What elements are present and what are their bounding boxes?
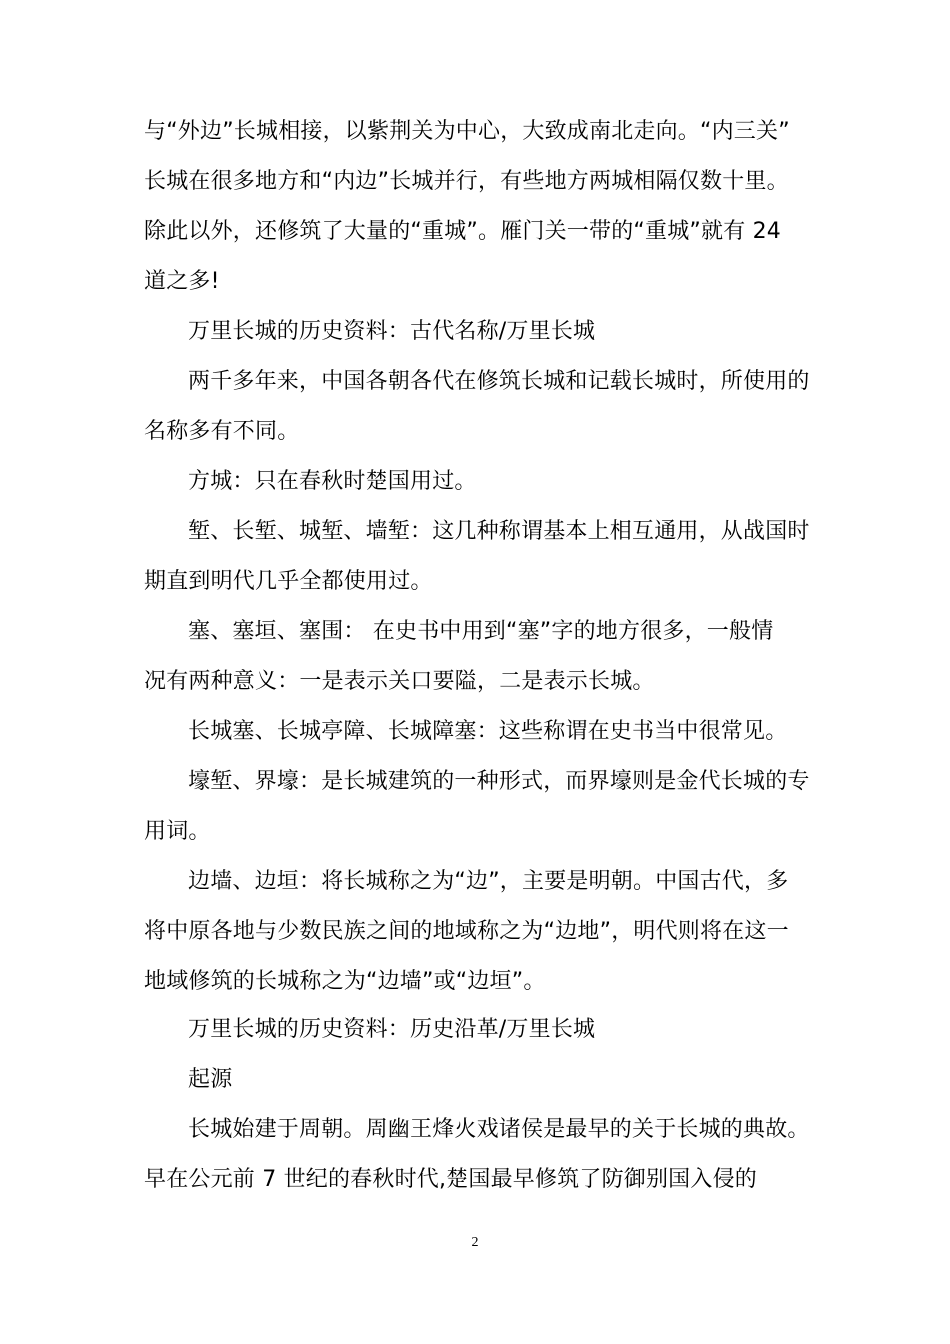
- page-number: 2: [471, 1235, 479, 1250]
- text-line: 除此以外，还修筑了大量的“重城”。雁门关一带的“重城”就有 24: [144, 219, 781, 244]
- text-line: 况有两种意义：一是表示关口要隘，二是表示长城。: [144, 669, 655, 694]
- text-line: 方城：只在春秋时楚国用过。: [188, 469, 477, 494]
- text-line: 壕堑、界壕：是长城建筑的一种形式，而界壕则是金代长城的专: [188, 769, 810, 794]
- text-line: 与“外边”长城相接，以紫荆关为中心，大致成南北走向。“内三关”: [144, 119, 790, 144]
- section-heading: 万里长城的历史资料：古代名称/万里长城: [188, 319, 596, 344]
- text-line: 道之多!: [144, 269, 220, 294]
- text-line: 两千多年来，中国各朝各代在修筑长城和记载长城时，所使用的: [188, 369, 810, 394]
- text-line: 长城在很多地方和“内边”长城并行，有些地方两城相隔仅数十里。: [144, 169, 789, 194]
- text-line: 堑、长堑、城堑、墙堑：这几种称谓基本上相互通用，从战国时: [188, 519, 810, 544]
- text-line: 长城塞、长城亭障、长城障塞：这些称谓在史书当中很常见。: [188, 719, 788, 744]
- text-line: 长城始建于周朝。周幽王烽火戏诸侯是最早的关于长城的典故。: [188, 1117, 810, 1142]
- text-line: 边墙、边垣：将长城称之为“边”，主要是明朝。中国古代，多: [188, 869, 789, 894]
- text-line: 名称多有不同。: [144, 419, 300, 444]
- text-line: 早在公元前 7 世纪的春秋时代,楚国最早修筑了防御别国入侵的: [144, 1167, 757, 1192]
- text-line: 塞、塞垣、塞围： 在史书中用到“塞”字的地方很多，一般情: [188, 619, 774, 644]
- text-line: 将中原各地与少数民族之间的地域称之为“边地”，明代则将在这一: [144, 919, 789, 944]
- text-line: 用词。: [144, 819, 211, 844]
- text-line: 地域修筑的长城称之为“边墙”或“边垣”。: [144, 969, 546, 994]
- text-line: 期直到明代几乎全都使用过。: [144, 569, 433, 594]
- subsection-heading: 起源: [188, 1067, 233, 1092]
- section-heading: 万里长城的历史资料：历史沿革/万里长城: [188, 1017, 596, 1042]
